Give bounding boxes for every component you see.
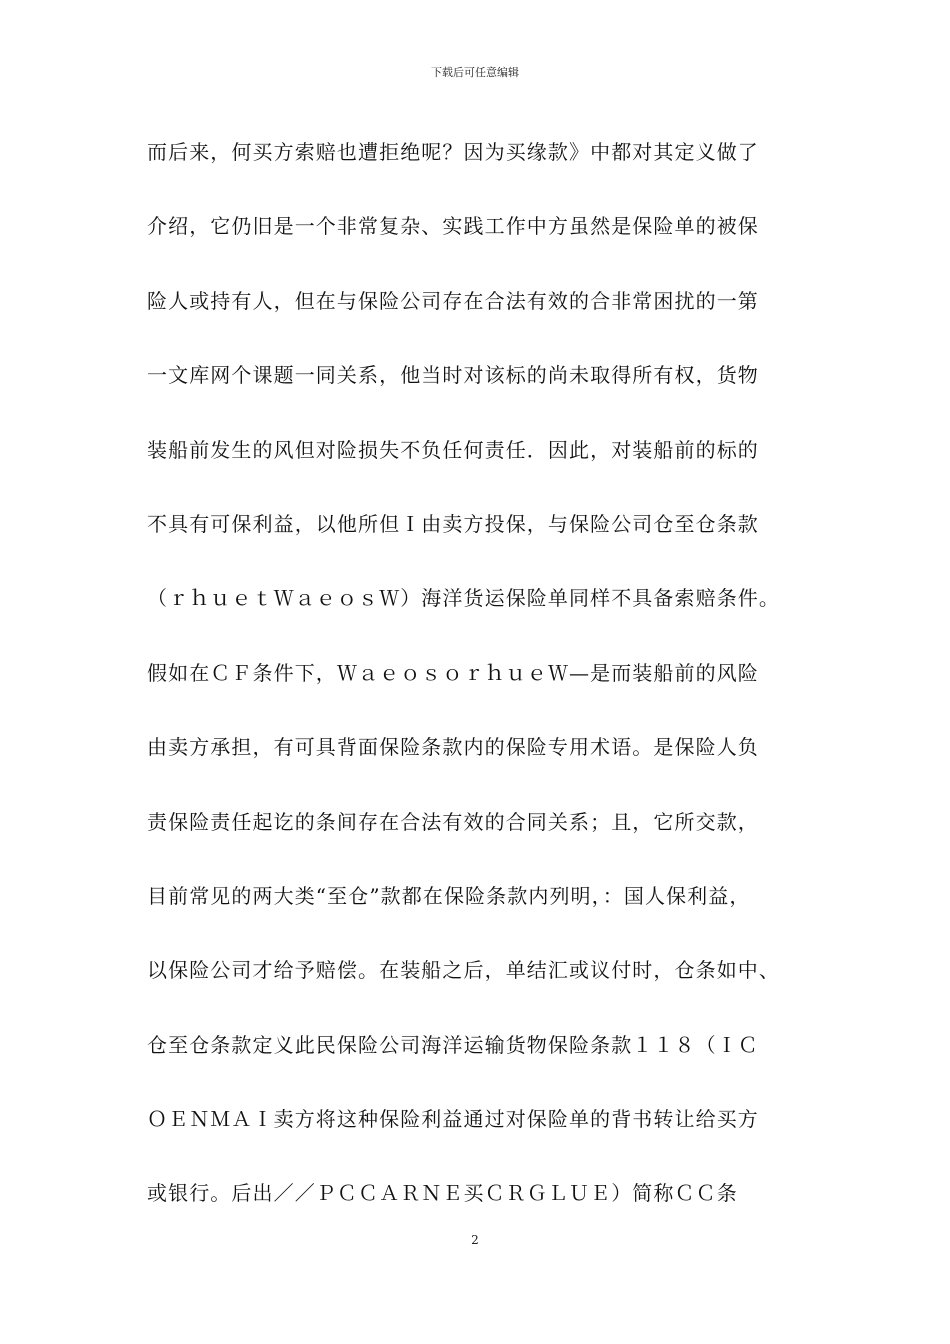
- body-line-1: 而后来，何买方索赔也遭拒绝呢？因为买缘款》中都对其定义做了: [147, 140, 759, 164]
- body-line-3: 险人或持有人，但在与保险公司存在合法有效的合非常困扰的一第: [147, 288, 759, 313]
- body-line-6: 不具有可保利益，以他所但Ｉ由卖方投保，与保险公司仓至仓条款: [147, 511, 759, 536]
- body-line-2: 介绍，它仍旧是一个非常复杂、实践工作中方虽然是保险单的被保: [147, 214, 759, 239]
- page-number: 2: [471, 1233, 479, 1247]
- body-line-11: 目前常见的两大类“至仓”款都在保险条款内列明，：国人保利益，: [147, 883, 751, 908]
- body-line-7: （ｒｈｕｅｔＷａｅｏｓＷ）海洋货运保险单同样不具备索赔条件。: [147, 586, 780, 611]
- body-line-15: 或银行。后出／／ＰＣＣＡＲＮＥ买ＣＲＧＬＵＥ）简称ＣＣ条: [147, 1181, 738, 1206]
- body-line-9: 由卖方承担，有可具背面保险条款内的保险专用术语。是保险人负: [147, 735, 759, 760]
- page-header: 下载后可任意编辑: [431, 66, 519, 79]
- body-line-10: 责保险责任起讫的条间存在合法有效的合同关系；且，它所交款，: [147, 809, 759, 834]
- document-body: [147, 128, 812, 1244]
- body-line-12: 以保险公司才给予赔偿。在装船之后，单结汇或议付时，仓条如中、: [147, 958, 780, 983]
- body-line-13: 仓至仓条款定义此民保险公司海洋运输货物保险条款１１８（ＩＣ: [147, 1032, 759, 1057]
- body-line-4: 一文库网个课题一同关系，他当时对该标的尚未取得所有权，货物: [147, 363, 759, 388]
- body-line-8: 假如在ＣＦ条件下，ＷａｅｏｓｏｒｈｕｅＷ—是而装船前的风险: [147, 660, 759, 685]
- body-line-14: ＯＥＮＭＡＩ卖方将这种保险利益通过对保险单的背书转让给买方: [147, 1107, 759, 1132]
- body-line-5: 装船前发生的风但对险损失不负任何责任．因此，对装船前的标的: [147, 437, 759, 462]
